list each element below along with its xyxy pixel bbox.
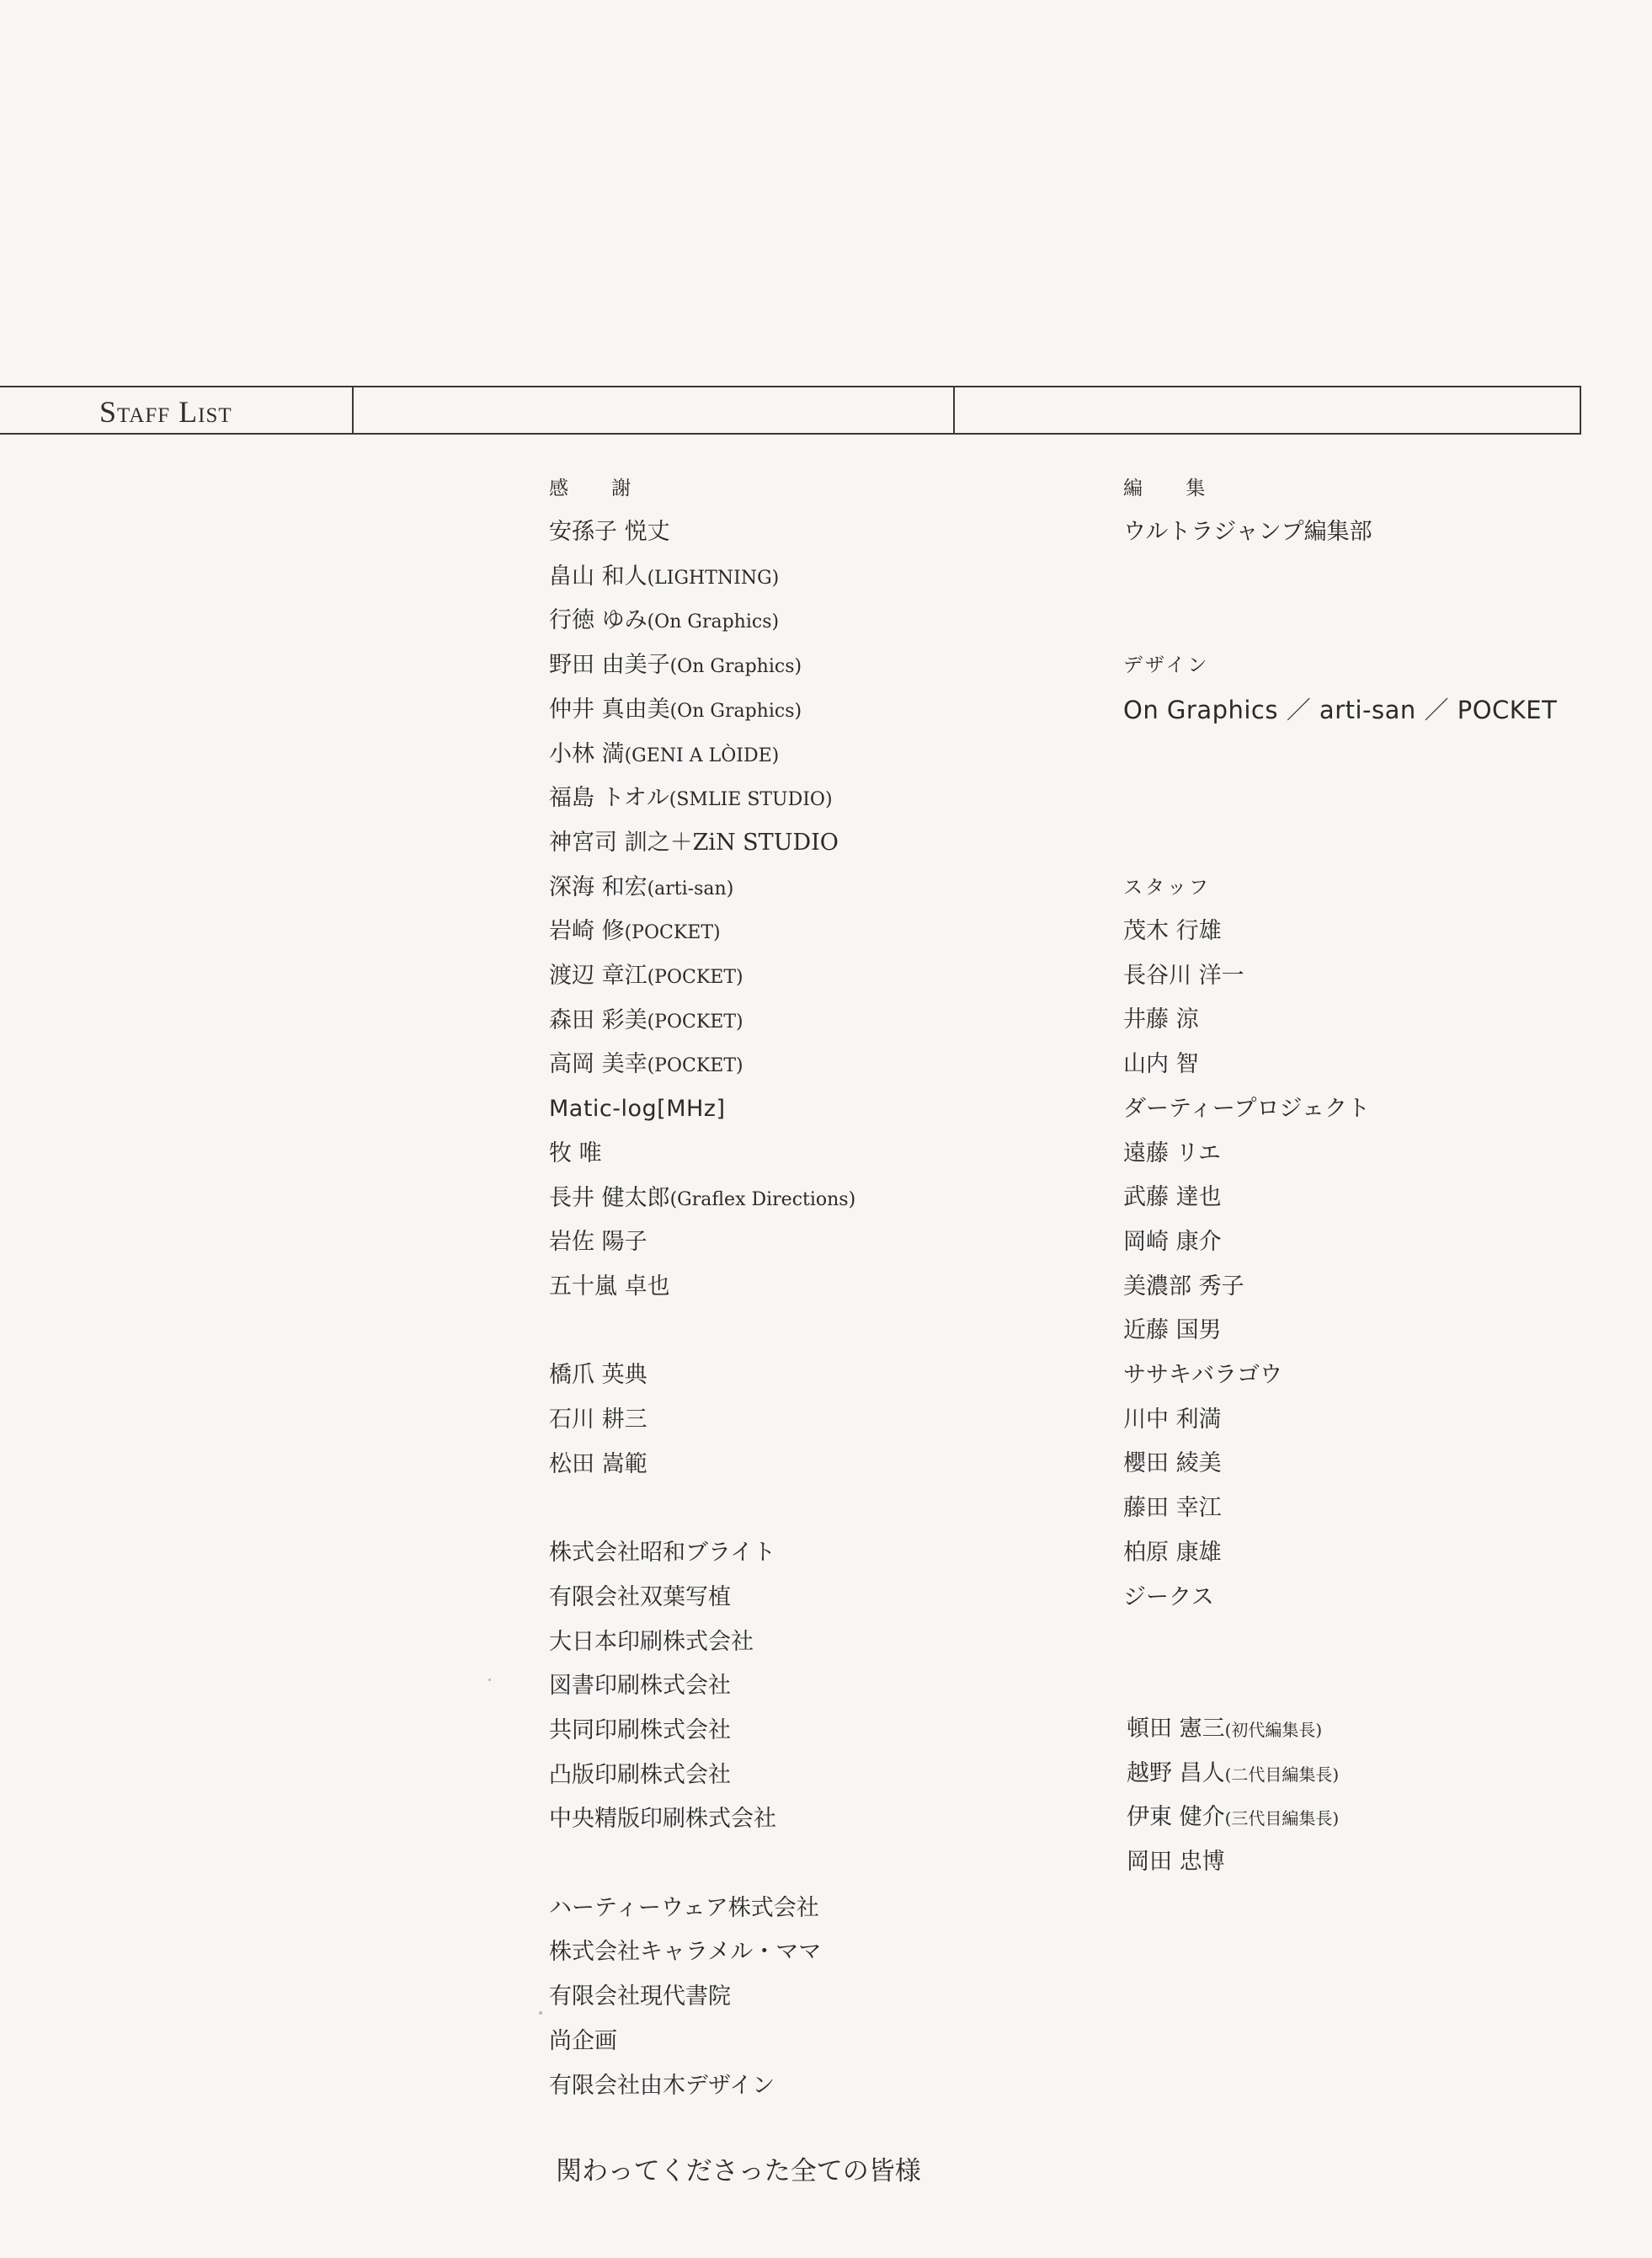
thanks-entry: [549, 959, 743, 995]
affiliation-note: (On Graphics): [669, 656, 802, 678]
person-name: 有限会社由木デザイン: [549, 2072, 775, 2099]
person-name: 深海 和宏: [549, 873, 647, 900]
person-name: 高岡 美幸: [549, 1051, 647, 1078]
thanks-entry: [549, 1137, 602, 1171]
staff-name: 櫻田 綾美: [1123, 1450, 1222, 1477]
thanks-entry: [549, 1225, 647, 1259]
staff-name: 山内 智: [1123, 1051, 1199, 1078]
staff-heading: スタッフ: [1123, 877, 1211, 899]
staff-name: 遠藤 リエ: [1123, 1140, 1222, 1166]
person-name: 橋爪 英典: [549, 1362, 647, 1389]
affiliation-note: (初代編集長): [1224, 1720, 1323, 1740]
thanks-entry: [549, 1182, 855, 1217]
thanks-entry: [549, 826, 839, 860]
staff-name: 川中 利満: [1123, 1406, 1222, 1433]
affiliation-note: (LIGHTNING): [647, 567, 780, 589]
person-name: 安孫子 悦丈: [549, 519, 670, 545]
thanks-entry: [549, 2069, 775, 2103]
staff-name: 近藤 国男: [1123, 1317, 1222, 1344]
design-value: On Graphics ／ arti-san ／ POCKET: [1123, 696, 1558, 724]
person-name: 岩崎 修: [549, 918, 625, 945]
page-title: Staff List: [99, 395, 232, 429]
person-name: 有限会社現代書院: [549, 1983, 731, 2010]
thanks-entry: [549, 560, 779, 595]
thanks-entry: [549, 1625, 754, 1659]
staff-name: 藤田 幸江: [1123, 1495, 1222, 1522]
thanks-entry: [549, 1004, 743, 1039]
affiliation-note: (arti-san): [647, 878, 734, 899]
person-name: 中央精版印刷株式会社: [549, 1806, 776, 1833]
staff-name: 長谷川 洋一: [1123, 962, 1244, 989]
header-divider-1: [352, 387, 354, 433]
staff-name: 武藤 達也: [1123, 1184, 1222, 1211]
thanks-entry: [549, 1669, 731, 1703]
person-name: 株式会社昭和ブライト: [549, 1540, 776, 1567]
person-name: 尚企画: [549, 2027, 617, 2054]
thanks-entry: [549, 1403, 647, 1437]
staff-name: 茂木 行雄: [1123, 918, 1222, 944]
staff-name: 岡崎 康介: [1123, 1228, 1222, 1255]
affiliation-note: (二代目編集長): [1224, 1764, 1340, 1785]
person-name: 松田 嵩範: [549, 1450, 647, 1477]
staff-name: 美濃部 秀子: [1123, 1273, 1244, 1300]
thanks-entry: [549, 871, 733, 906]
person-name: 越野 昌人: [1127, 1759, 1225, 1786]
person-name: 小林 満: [549, 740, 625, 767]
person-name: 長井 健太郎: [549, 1184, 670, 1211]
thanks-entry: [549, 1759, 731, 1792]
editing-value: ウルトラジャンプ編集部: [1123, 519, 1372, 545]
thanks-entry: [549, 1270, 670, 1304]
header-divider-2: [953, 387, 955, 433]
thanks-entry: [549, 1581, 731, 1615]
editor-entry: [1127, 1757, 1339, 1791]
thanks-entry: [549, 782, 833, 817]
design-heading: デザイン: [1123, 654, 1210, 676]
staff-name: ダーティープロジェクト: [1123, 1095, 1370, 1122]
thanks-closing: 関わってくださった全ての皆様: [556, 2156, 921, 2186]
person-name: 凸版印刷株式会社: [549, 1761, 731, 1788]
affiliation-note: (POCKET): [647, 1011, 743, 1033]
scan-speck: [488, 1679, 491, 1681]
affiliation-note: (SMLIE STUDIO): [669, 789, 833, 811]
affiliation-note: (三代目編集長): [1224, 1808, 1340, 1829]
thanks-entry: [549, 1048, 743, 1083]
thanks-entry: [549, 1980, 731, 2014]
person-name: 石川 耕三: [549, 1407, 647, 1433]
affiliation-note: (GENI A LÒIDE): [624, 745, 780, 766]
thanks-entry: [549, 738, 779, 773]
thanks-entry: [549, 1448, 647, 1481]
person-name: 有限会社双葉写植: [549, 1583, 731, 1610]
person-name: 行徳 ゆみ: [549, 607, 647, 634]
person-name: 株式会社キャラメル・ママ: [549, 1939, 822, 1966]
person-name: 畠山 和人: [549, 563, 647, 590]
person-name: 大日本印刷株式会社: [549, 1628, 754, 1655]
person-name: 野田 由美子: [549, 652, 670, 679]
staff-name: 井藤 涼: [1123, 1006, 1199, 1033]
affiliation-note: (POCKET): [624, 922, 721, 944]
editing-heading: 編 集: [1123, 478, 1224, 499]
person-name: 神宮司 訓之＋ZiN STUDIO: [549, 829, 839, 856]
affiliation-note: (On Graphics): [669, 700, 802, 722]
staff-name: ササキバラゴウ: [1123, 1362, 1282, 1388]
thanks-entry: [549, 604, 779, 639]
header-box: [0, 386, 1581, 435]
person-name: 仲井 真由美: [549, 696, 670, 723]
thanks-entry: [549, 1092, 726, 1126]
scan-speck: [539, 2011, 542, 2015]
thanks-entry: [549, 1536, 775, 1570]
thanks-entry: [549, 1935, 821, 1969]
person-name: 伊東 健介: [1127, 1804, 1225, 1831]
editor-entry: [1127, 1801, 1339, 1835]
person-name: ハーティーウェア株式会社: [549, 1894, 819, 1921]
thanks-entry: [549, 1892, 819, 1925]
person-name: Matic-log[MHz]: [549, 1096, 726, 1123]
affiliation-note: (POCKET): [647, 1055, 743, 1077]
thanks-entry: [549, 1714, 731, 1748]
person-name: 図書印刷株式会社: [549, 1673, 731, 1700]
editor-entry: [1127, 1845, 1225, 1879]
person-name: 森田 彩美: [549, 1006, 647, 1033]
staff-name: ジークス: [1123, 1583, 1214, 1610]
editor-entry: [1127, 1712, 1322, 1747]
thanks-entry: [549, 1802, 776, 1836]
person-name: 共同印刷株式会社: [549, 1716, 731, 1743]
staff-name: 柏原 康雄: [1123, 1539, 1222, 1566]
person-name: 渡辺 章江: [549, 963, 647, 989]
person-name: 福島 トオル: [549, 785, 669, 812]
thanks-entry: [549, 515, 670, 549]
affiliation-note: (Graflex Directions): [669, 1188, 856, 1210]
thanks-entry: [549, 2025, 617, 2058]
affiliation-note: (POCKET): [647, 967, 743, 988]
affiliation-note: (On Graphics): [647, 611, 780, 633]
thanks-entry: [549, 649, 802, 684]
person-name: 牧 唯: [549, 1140, 602, 1166]
person-name: 頓田 憲三: [1127, 1716, 1225, 1742]
thanks-heading: 感 謝: [549, 478, 650, 499]
thanks-entry: [549, 693, 802, 729]
person-name: 五十嵐 卓也: [549, 1273, 670, 1300]
person-name: 岡田 忠博: [1127, 1849, 1225, 1876]
person-name: 岩佐 陽子: [549, 1229, 647, 1256]
thanks-entry: [549, 1359, 647, 1392]
thanks-entry: [549, 915, 721, 950]
